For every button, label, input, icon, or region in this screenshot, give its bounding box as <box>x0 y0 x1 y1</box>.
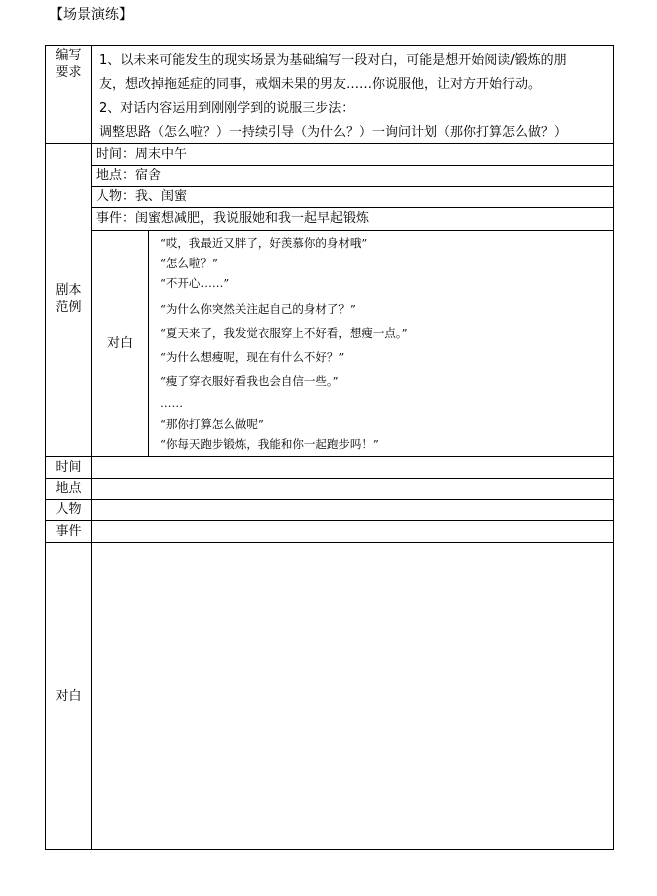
example-time: 时间：周末中午 <box>96 147 188 162</box>
blank-place-field[interactable] <box>92 479 613 499</box>
example-people: 人物：我、闺蜜 <box>96 189 188 204</box>
dialogue-line: “为什么想瘦呢，现在有什么不好？” <box>160 350 345 364</box>
dialogue-line: “不开心……” <box>160 276 230 290</box>
dialogue-line: “为什么你突然关注起自己的身材了？” <box>160 302 356 316</box>
blank-event-field[interactable] <box>92 521 613 542</box>
blank-dialogue-label: 对白 <box>55 689 82 704</box>
example-event: 事件：闺蜜想减肥，我说服她和我一起早起锻炼 <box>96 211 370 226</box>
dialogue-line: …… <box>160 396 183 410</box>
example-place: 地点：宿舍 <box>96 168 162 183</box>
blank-people-label: 人物 <box>55 502 82 517</box>
requirements-label: 编写 要求 <box>55 48 82 80</box>
requirements-line: 2、对话内容运用到刚刚学到的说服三步法： <box>99 101 355 116</box>
blank-event-label: 事件 <box>55 524 82 539</box>
requirements-line: 友，想改掉拖延症的同事，戒烟未果的男友……你说服他，让对方开始行动。 <box>99 77 542 92</box>
dialogue-line: “哎，我最近又胖了，好羡慕你的身材哦” <box>160 236 368 250</box>
dialogue-line: “夏天来了，我发觉衣服穿上不好看，想瘦一点。” <box>160 326 408 340</box>
dialogue-line: “那你打算怎么做呢” <box>160 417 264 431</box>
blank-dialogue-field[interactable] <box>92 543 613 849</box>
requirements-line: 调整思路（怎么啦？）一持续引导（为什么？）一询问计划（那你打算怎么做？） <box>99 125 568 140</box>
dialogue-line: “怎么啦？” <box>160 256 218 270</box>
page-title: 【场景演练】 <box>49 7 133 23</box>
dialogue-line: “瘦了穿衣服好看我也会自信一些。” <box>160 374 339 388</box>
example-dialogue-label: 对白 <box>106 336 133 351</box>
requirements-line: 1、以未来可能发生的现实场景为基础编写一段对白，可能是想开始阅读/锻炼的朋 <box>99 53 567 68</box>
dialogue-line: “你每天跑步锻炼，我能和你一起跑步吗！” <box>160 437 379 451</box>
blank-people-field[interactable] <box>92 500 613 520</box>
blank-time-field[interactable] <box>92 457 613 478</box>
blank-time-label: 时间 <box>55 460 82 475</box>
example-label: 剧本 范例 <box>55 283 82 315</box>
blank-place-label: 地点 <box>55 481 82 496</box>
